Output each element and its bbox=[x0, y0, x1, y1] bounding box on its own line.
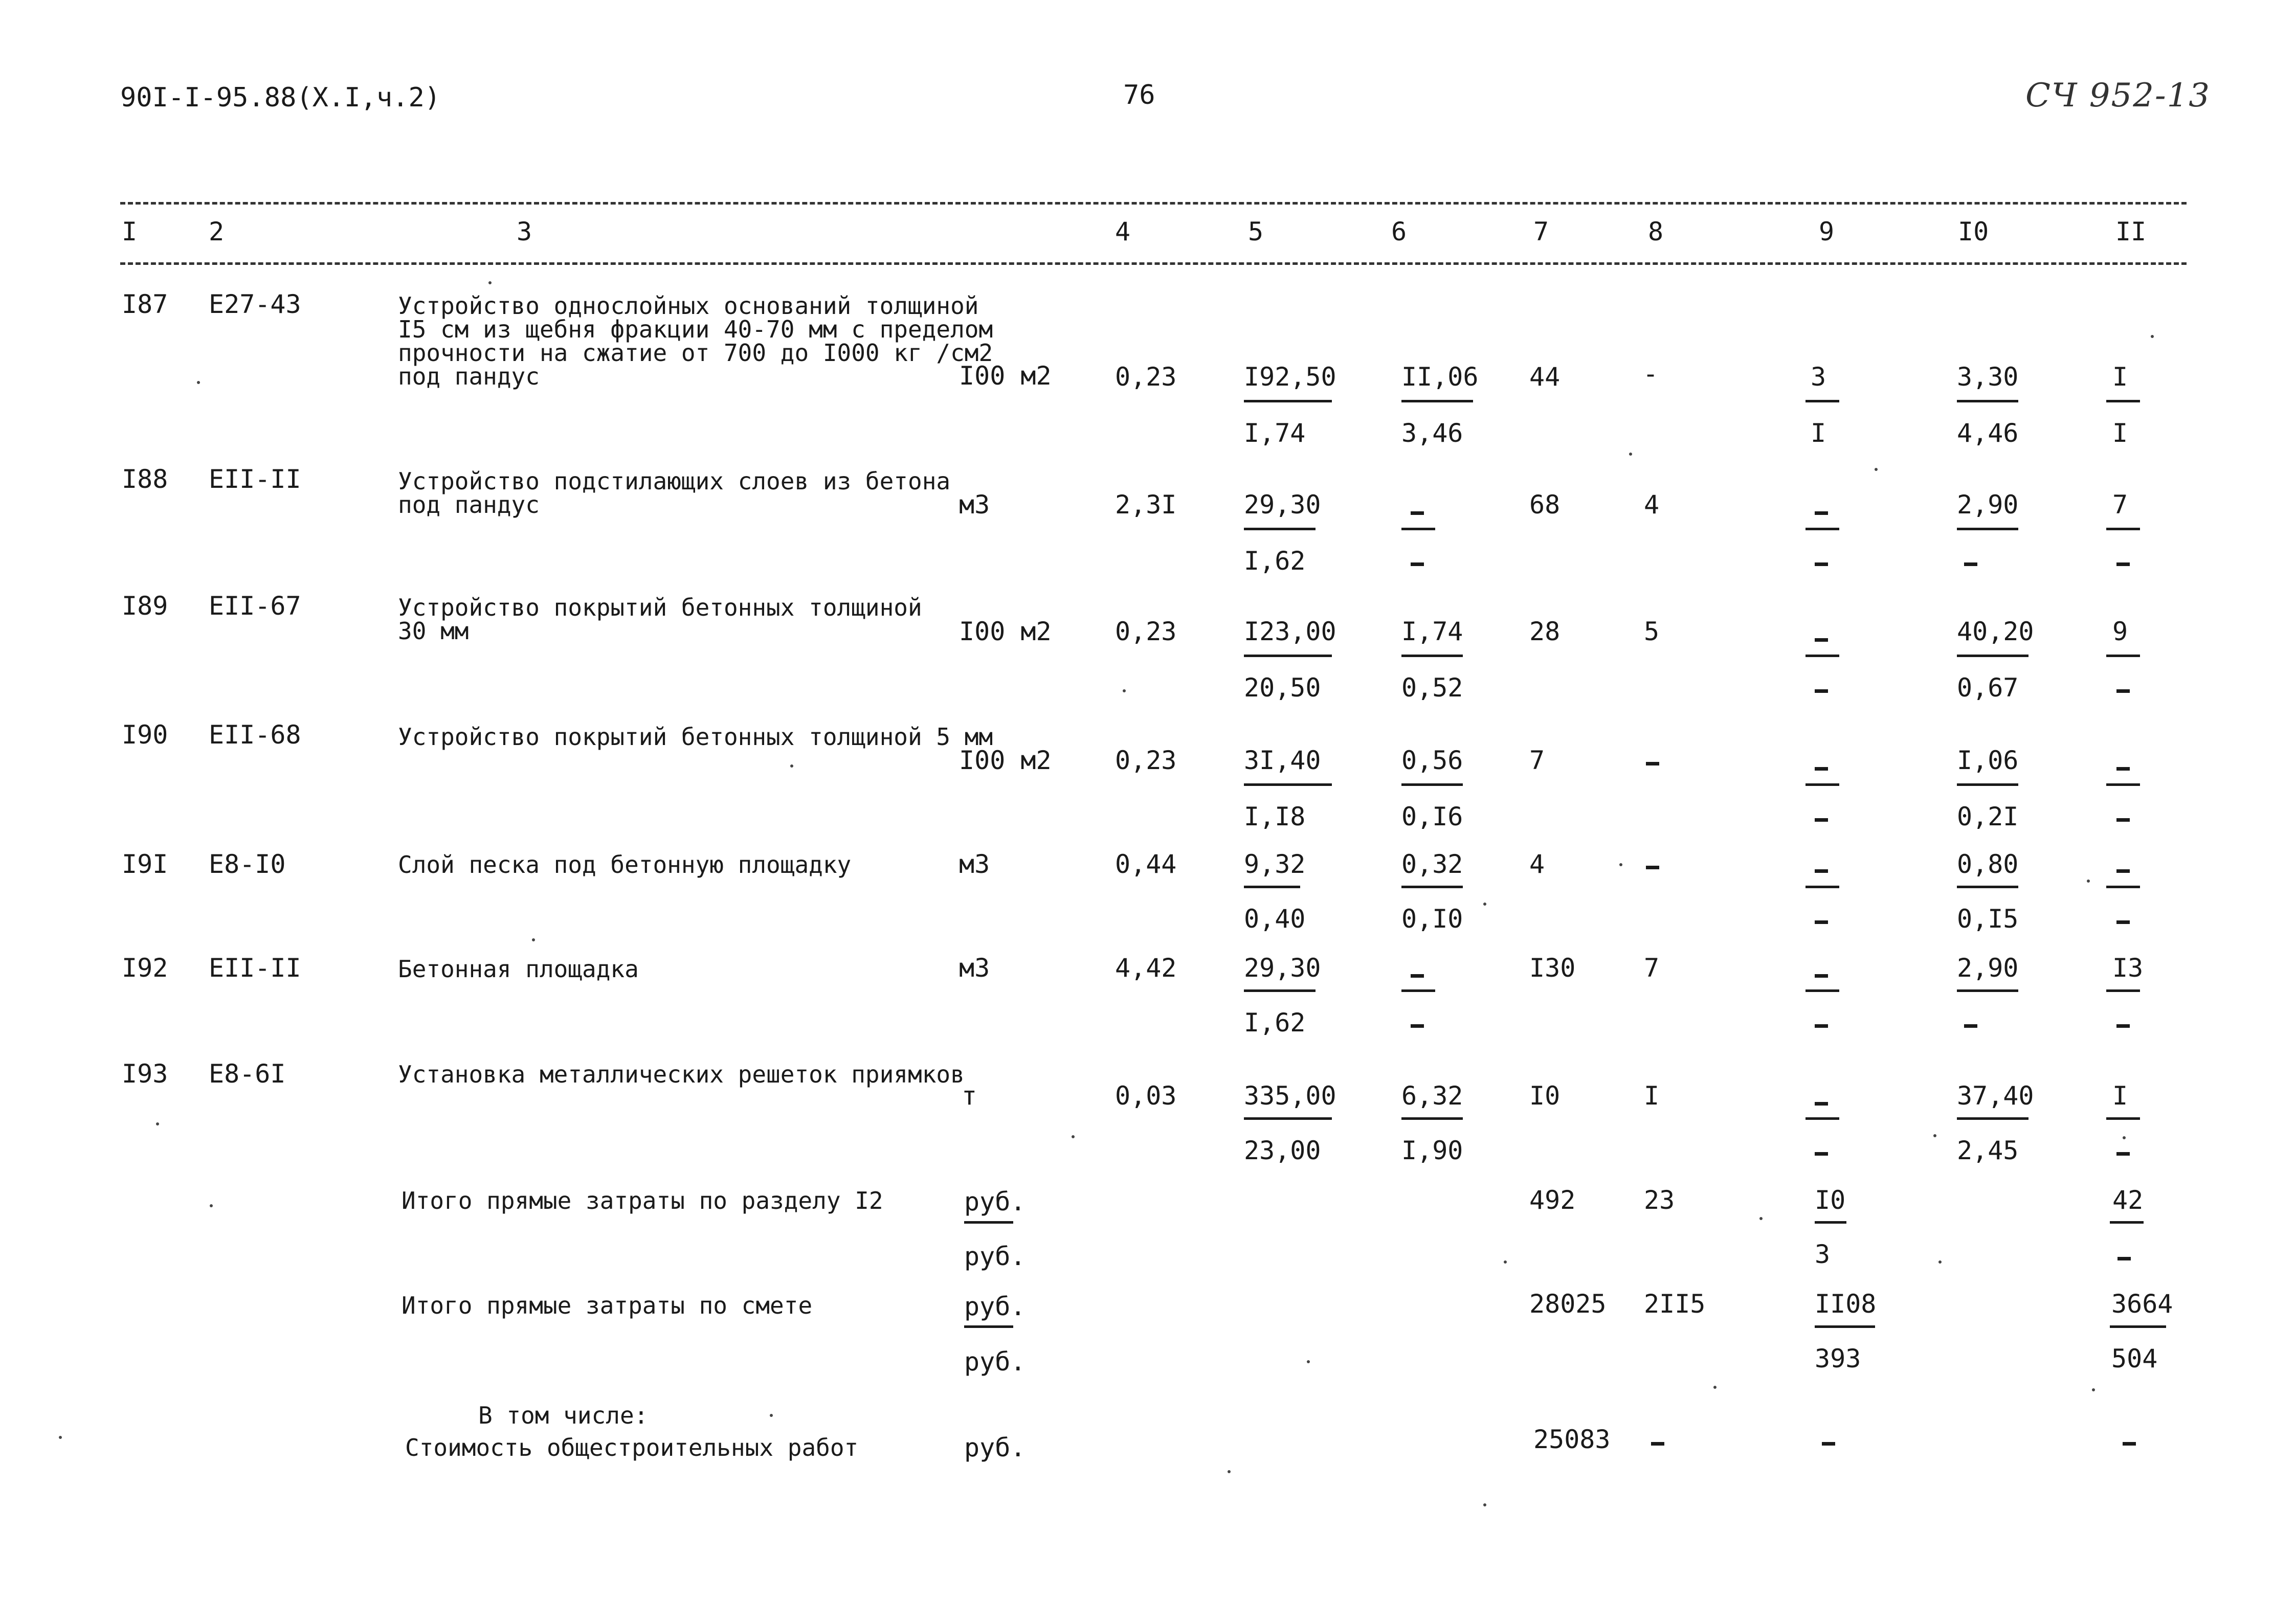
c10-top: 37,40 bbox=[1957, 1081, 2034, 1111]
total-section-c11-bottom bbox=[2117, 1257, 2131, 1260]
quantity: 0,23 bbox=[1115, 362, 1177, 392]
c9-bottom bbox=[1815, 562, 1828, 566]
total-section-label: Итого прямые затраты по разделу I2 bbox=[402, 1187, 883, 1214]
work-description: Устройство покрытий бетонных толщиной 30 мм bbox=[398, 594, 922, 645]
total-estimate-c9-bottom: 393 bbox=[1815, 1344, 1861, 1373]
c7: I0 bbox=[1529, 1081, 1561, 1111]
row-number: I93 bbox=[122, 1059, 168, 1089]
including-label: В том числе: bbox=[478, 1402, 649, 1429]
row-number: I90 bbox=[122, 720, 168, 750]
total-section-c7: 492 bbox=[1529, 1185, 1576, 1215]
c9-top bbox=[1815, 974, 1828, 978]
general-works-c11 bbox=[2123, 1442, 2136, 1446]
c5-top: 9,32 bbox=[1244, 849, 1306, 879]
c11-top: I bbox=[2112, 1081, 2128, 1111]
c6-top: 6,32 bbox=[1401, 1081, 1463, 1111]
total-estimate-label: Итого прямые затраты по смете bbox=[402, 1292, 813, 1319]
total-estimate-c7: 28025 bbox=[1529, 1289, 1607, 1319]
c7: 28 bbox=[1529, 617, 1561, 646]
unit: I00 м2 bbox=[959, 617, 1052, 646]
c10-top: 2,90 bbox=[1957, 953, 2019, 983]
c6-top bbox=[1411, 511, 1424, 515]
unit: м3 bbox=[959, 953, 990, 983]
unit: м3 bbox=[959, 849, 990, 879]
row-number: I9I bbox=[122, 849, 168, 879]
c7: 7 bbox=[1529, 746, 1545, 775]
work-description: Слой песка под бетонную площадку bbox=[398, 851, 852, 878]
c9-top bbox=[1815, 638, 1828, 642]
c9-top bbox=[1815, 1102, 1828, 1106]
c9-bottom bbox=[1815, 689, 1828, 693]
c9-bottom bbox=[1815, 1024, 1828, 1028]
unit: м3 bbox=[959, 490, 990, 520]
c10-bottom: 0,67 bbox=[1957, 673, 2019, 703]
rate-code: E8-6I bbox=[209, 1059, 286, 1089]
col-header-4: 4 bbox=[1115, 217, 1131, 246]
c5-bottom: I,62 bbox=[1244, 546, 1306, 576]
c5-bottom: I,I8 bbox=[1244, 802, 1306, 831]
c5-bottom: 20,50 bbox=[1244, 673, 1321, 703]
rate-code: EII-67 bbox=[209, 591, 301, 621]
col-header-10: I0 bbox=[1958, 217, 1989, 246]
total-section-c11: 42 bbox=[2112, 1185, 2144, 1215]
rate-code: EII-II bbox=[209, 464, 301, 494]
total-estimate-c11-bottom: 504 bbox=[2111, 1344, 2158, 1373]
c9-bottom bbox=[1815, 818, 1828, 822]
c10-top: I,06 bbox=[1957, 746, 2019, 775]
total-estimate-c11: 3664 bbox=[2111, 1289, 2173, 1319]
c10-top: 0,80 bbox=[1957, 849, 2019, 879]
total-section-unit: руб. bbox=[964, 1187, 1026, 1216]
c9-top bbox=[1815, 869, 1828, 873]
row-number: I87 bbox=[122, 289, 168, 319]
c6-top: 0,32 bbox=[1401, 849, 1463, 879]
handwritten-stamp: СЧ 952-13 bbox=[2025, 77, 2211, 115]
total-estimate-unit-2: руб. bbox=[964, 1347, 1026, 1377]
c9-bottom: I bbox=[1811, 418, 1826, 448]
quantity: 0,23 bbox=[1115, 617, 1177, 646]
c10-top: 40,20 bbox=[1957, 617, 2034, 646]
row-number: I88 bbox=[122, 464, 168, 494]
c11-bottom bbox=[2116, 689, 2130, 693]
c7: 4 bbox=[1529, 849, 1545, 879]
c5-top: I23,00 bbox=[1244, 617, 1336, 646]
c5-top: 29,30 bbox=[1244, 953, 1321, 983]
rate-code: EII-II bbox=[209, 953, 301, 983]
c5-top: 3I,40 bbox=[1244, 746, 1321, 775]
c11-bottom bbox=[2116, 1152, 2130, 1156]
rate-code: E8-I0 bbox=[209, 849, 286, 879]
c8: 7 bbox=[1644, 953, 1660, 983]
c10-bottom bbox=[1964, 562, 1977, 566]
c8: - bbox=[1643, 359, 1659, 389]
c9-top: 3 bbox=[1811, 362, 1826, 392]
c6-bottom: 3,46 bbox=[1401, 418, 1463, 448]
document-code: 90I-I-95.88(X.I,ч.2) bbox=[120, 82, 441, 113]
quantity: 0,44 bbox=[1115, 849, 1177, 879]
general-works-c7: 25083 bbox=[1533, 1425, 1611, 1454]
c7: I30 bbox=[1529, 953, 1576, 983]
c5-bottom: 0,40 bbox=[1244, 904, 1306, 934]
c11-bottom: I bbox=[2112, 418, 2128, 448]
c6-bottom: 0,I6 bbox=[1401, 802, 1463, 831]
c6-top bbox=[1411, 974, 1424, 978]
c5-bottom: 23,00 bbox=[1244, 1136, 1321, 1165]
c8 bbox=[1646, 762, 1659, 765]
c6-top: II,06 bbox=[1401, 362, 1479, 392]
total-estimate-unit: руб. bbox=[964, 1292, 1026, 1321]
c7: 68 bbox=[1529, 490, 1561, 520]
c5-top: 29,30 bbox=[1244, 490, 1321, 520]
total-section-c8: 23 bbox=[1644, 1185, 1675, 1215]
col-header-2: 2 bbox=[209, 217, 225, 246]
col-header-7: 7 bbox=[1533, 217, 1549, 246]
c11-top bbox=[2116, 767, 2130, 771]
c11-top: 9 bbox=[2112, 617, 2128, 646]
general-works-c8 bbox=[1651, 1442, 1664, 1446]
c5-top: 335,00 bbox=[1244, 1081, 1336, 1111]
work-description: Установка металлических решеток приямков bbox=[398, 1061, 965, 1088]
c8: 5 bbox=[1644, 617, 1660, 646]
c6-bottom: I,90 bbox=[1401, 1136, 1463, 1165]
c11-top: 7 bbox=[2112, 490, 2128, 520]
c8: 4 bbox=[1644, 490, 1660, 520]
c11-top: I bbox=[2112, 362, 2128, 392]
c10-top: 3,30 bbox=[1957, 362, 2019, 392]
col-header-3: 3 bbox=[517, 217, 532, 246]
c10-bottom: 4,46 bbox=[1957, 418, 2019, 448]
work-description: Устройство покрытий бетонных толщиной 5 мм bbox=[398, 723, 993, 751]
quantity: 0,23 bbox=[1115, 746, 1177, 775]
unit: I00 м2 bbox=[959, 361, 1052, 391]
c6-bottom bbox=[1411, 1024, 1424, 1028]
header-top-rule bbox=[120, 202, 2187, 205]
c10-bottom: 2,45 bbox=[1957, 1136, 2019, 1165]
general-works-label: Стоимость общестроительных работ bbox=[405, 1434, 859, 1461]
rate-code: EII-68 bbox=[209, 720, 301, 750]
header-bottom-rule bbox=[120, 262, 2187, 265]
total-section-c9-bottom: 3 bbox=[1815, 1240, 1831, 1269]
general-works-c9 bbox=[1822, 1442, 1835, 1446]
col-header-5: 5 bbox=[1248, 217, 1264, 246]
unit: I00 м2 bbox=[959, 746, 1052, 775]
total-section-unit-2: руб. bbox=[964, 1242, 1026, 1271]
c11-bottom bbox=[2116, 1024, 2130, 1028]
c6-bottom: 0,I0 bbox=[1401, 904, 1463, 934]
col-header-8: 8 bbox=[1648, 217, 1664, 246]
c7: 44 bbox=[1529, 362, 1561, 392]
col-header-6: 6 bbox=[1391, 217, 1407, 246]
col-header-11: II bbox=[2115, 217, 2147, 246]
c6-top: 0,56 bbox=[1401, 746, 1463, 775]
total-estimate-c9: II08 bbox=[1815, 1289, 1877, 1319]
page-number: 76 bbox=[1123, 80, 1155, 110]
c11-bottom bbox=[2116, 562, 2130, 566]
total-section-c9: I0 bbox=[1815, 1185, 1846, 1215]
c11-top bbox=[2116, 869, 2130, 873]
c5-bottom: I,62 bbox=[1244, 1008, 1306, 1038]
c8 bbox=[1646, 866, 1659, 869]
col-header-9: 9 bbox=[1819, 217, 1835, 246]
c9-top bbox=[1815, 511, 1828, 515]
row-number: I92 bbox=[122, 953, 168, 983]
c6-bottom bbox=[1411, 562, 1424, 566]
work-description: Устройство подстилающих слоев из бетона под пандус bbox=[398, 467, 951, 519]
unit: т bbox=[962, 1081, 977, 1111]
c9-bottom bbox=[1815, 920, 1828, 924]
c11-top: I3 bbox=[2112, 953, 2144, 983]
c5-bottom: I,74 bbox=[1244, 418, 1306, 448]
general-works-unit: руб. bbox=[964, 1433, 1026, 1462]
c6-bottom: 0,52 bbox=[1401, 673, 1463, 703]
work-description: Устройство однослойных оснований толщиной I5 см из щебня фракции 40-70 мм с пределом прочности на сжатие от 700 до I000 кг /см2 под пандус bbox=[398, 292, 993, 390]
c10-bottom: 0,I5 bbox=[1957, 904, 2019, 934]
total-estimate-c8: 2II5 bbox=[1644, 1289, 1706, 1319]
c10-bottom: 0,2I bbox=[1957, 802, 2019, 831]
col-header-1: I bbox=[122, 217, 138, 246]
c9-bottom bbox=[1815, 1152, 1828, 1156]
c8: I bbox=[1644, 1081, 1660, 1111]
row-number: I89 bbox=[122, 591, 168, 621]
c6-top: I,74 bbox=[1401, 617, 1463, 646]
c5-top: I92,50 bbox=[1244, 362, 1336, 392]
quantity: 4,42 bbox=[1115, 953, 1177, 983]
c9-top bbox=[1815, 767, 1828, 771]
quantity: 0,03 bbox=[1115, 1081, 1177, 1111]
c11-bottom bbox=[2116, 818, 2130, 822]
rate-code: E27-43 bbox=[209, 289, 301, 319]
quantity: 2,3I bbox=[1115, 490, 1177, 520]
c10-top: 2,90 bbox=[1957, 490, 2019, 520]
work-description: Бетонная площадка bbox=[398, 955, 639, 983]
c10-bottom bbox=[1964, 1024, 1977, 1028]
c11-bottom bbox=[2116, 920, 2130, 924]
